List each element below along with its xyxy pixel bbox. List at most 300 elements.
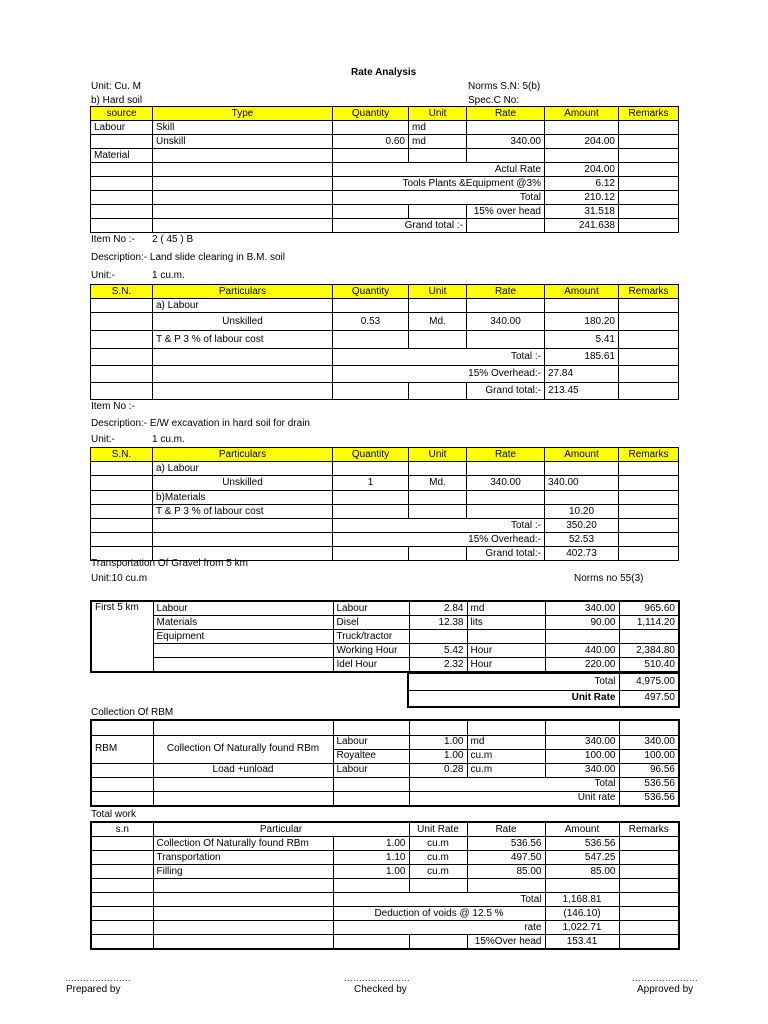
unit-value: 1 cu.m. — [152, 434, 185, 445]
table-row — [91, 935, 679, 950]
unit-label: Unit: Cu. M — [91, 81, 142, 92]
cell: cu.m — [409, 865, 467, 879]
cell — [91, 533, 153, 547]
table-row — [91, 462, 679, 476]
cell: 100.00 — [545, 749, 619, 763]
cell: 85.00 — [467, 865, 545, 879]
table-row — [91, 865, 679, 879]
unit-label: Unit:- — [91, 434, 115, 445]
summary-value: 1,022.71 — [545, 921, 619, 935]
cell — [153, 893, 333, 907]
cell: 96.56 — [619, 763, 679, 777]
header-cell: Rate — [467, 107, 545, 121]
rate-table-excavation — [90, 447, 679, 561]
page-title: Rate Analysis — [351, 67, 417, 78]
cell — [619, 383, 679, 400]
cell: 1.10 — [333, 851, 409, 865]
cell — [91, 313, 153, 331]
header-cell: Remarks — [619, 822, 679, 837]
cell — [467, 879, 545, 893]
cell — [333, 121, 409, 135]
cell — [91, 763, 153, 777]
cell: 1 — [333, 476, 409, 491]
rbm-table — [90, 719, 680, 807]
cell — [153, 777, 333, 791]
cell — [91, 907, 153, 921]
cell — [153, 921, 333, 935]
cell — [153, 163, 333, 177]
cell — [91, 205, 153, 219]
table-row — [91, 921, 679, 935]
cell: Truck/tractor — [333, 630, 409, 644]
cell — [333, 331, 409, 349]
table-row — [91, 299, 679, 313]
cell — [619, 191, 679, 205]
cell — [545, 462, 619, 476]
cell: 440.00 — [545, 644, 619, 658]
cell — [153, 658, 333, 673]
cell — [467, 630, 545, 644]
summary-label: Unit Rate — [408, 690, 619, 707]
cell — [91, 163, 153, 177]
cell — [619, 837, 679, 851]
header-cell: Particulars — [153, 448, 333, 462]
rbm-label: RBM — [91, 735, 153, 763]
table-row — [91, 476, 679, 491]
cell — [545, 491, 619, 505]
cell: b)Materials — [153, 491, 333, 505]
cell: Hour — [467, 644, 545, 658]
summary-label: 15%Over head — [467, 935, 545, 950]
cell — [153, 879, 333, 893]
cell — [467, 331, 545, 349]
header-cell: Amount — [545, 107, 619, 121]
table-row — [91, 383, 679, 400]
cell — [153, 644, 333, 658]
cell: Transportation — [153, 851, 333, 865]
summary-value: 6.12 — [545, 177, 619, 191]
summary-label: Total — [409, 777, 619, 791]
cell — [153, 383, 333, 400]
signature-line-approved: ...................... — [632, 973, 699, 983]
cell: 0.53 — [333, 313, 409, 331]
cell: Collection Of Naturally found RBm — [153, 837, 333, 851]
unit-label: Unit:- — [91, 270, 115, 281]
cell: 85.00 — [545, 865, 619, 879]
summary-label: rate — [333, 921, 545, 935]
table-row — [91, 505, 679, 519]
cell — [153, 191, 333, 205]
cell: Load +unload — [153, 763, 333, 777]
cell: md — [409, 135, 467, 149]
table-row — [91, 658, 679, 673]
summary-label: Total :- — [333, 349, 545, 366]
table-row — [91, 163, 679, 177]
cell: Labour — [91, 121, 153, 135]
cell — [467, 219, 545, 233]
cell — [91, 935, 153, 950]
table-row — [91, 630, 679, 644]
header-cell: Quantity — [333, 285, 409, 299]
summary-value: 213.45 — [545, 383, 619, 400]
cell — [333, 777, 409, 791]
cell: a) Labour — [153, 299, 333, 313]
cell — [619, 921, 679, 935]
cell: 965.60 — [619, 601, 679, 616]
hard-soil-label: b) Hard soil — [91, 95, 143, 106]
cell — [409, 299, 467, 313]
header-cell: Remarks — [619, 107, 679, 121]
cell — [619, 163, 679, 177]
table-row — [91, 837, 679, 851]
cell — [153, 533, 333, 547]
rbm-title: Collection Of RBM — [91, 707, 174, 718]
cell — [91, 519, 153, 533]
table-row — [91, 121, 679, 135]
cell — [153, 935, 333, 950]
cell — [409, 491, 467, 505]
table-row — [91, 893, 679, 907]
cell — [619, 299, 679, 313]
summary-value: 27.84 — [545, 366, 619, 383]
cell — [333, 935, 409, 950]
summary-label: Unit rate — [409, 791, 619, 806]
cell — [409, 630, 467, 644]
cell — [91, 777, 153, 791]
norms-label: Norms S.N: 5(b) — [468, 81, 541, 92]
header-cell: Particular — [153, 822, 409, 837]
cell: Unskilled — [153, 313, 333, 331]
cell: Unskilled — [153, 476, 333, 491]
cell: 90.00 — [545, 616, 619, 630]
summary-label: Actul Rate — [333, 163, 545, 177]
approved-by: Approved by — [637, 984, 694, 995]
cell: 1.00 — [409, 749, 467, 763]
summary-value: 536.56 — [619, 777, 679, 791]
cell — [467, 149, 545, 163]
table-row — [91, 533, 679, 547]
cell — [153, 205, 333, 219]
cell — [153, 349, 333, 366]
cell — [467, 462, 545, 476]
summary-label: Deduction of voids @ 12.5 % — [333, 907, 545, 921]
cell: 5.41 — [545, 331, 619, 349]
cell — [409, 462, 467, 476]
summary-value: 497.50 — [619, 690, 679, 707]
cell — [619, 907, 679, 921]
cell — [91, 476, 153, 491]
cell: Md. — [409, 476, 467, 491]
cell: 547.25 — [545, 851, 619, 865]
header-cell: Unit — [409, 448, 467, 462]
header-cell: S.N. — [91, 285, 153, 299]
table-row — [91, 644, 679, 658]
summary-value: 536.56 — [619, 791, 679, 806]
cell — [619, 935, 679, 950]
cell: 0.28 — [409, 763, 467, 777]
summary-label: Grand total:- — [467, 383, 545, 400]
cell — [409, 720, 467, 735]
cell: Materials — [153, 616, 333, 630]
cell: Royaltee — [333, 749, 409, 763]
header-cell: Rate — [467, 822, 545, 837]
cell — [545, 720, 619, 735]
cell — [619, 630, 679, 644]
summary-label: Total — [408, 673, 619, 690]
cell — [619, 177, 679, 191]
cell — [91, 921, 153, 935]
cell — [333, 791, 409, 806]
cell — [91, 720, 153, 735]
cell — [153, 149, 333, 163]
cell: 340.00 — [467, 313, 545, 331]
cell — [467, 121, 545, 135]
cell — [545, 149, 619, 163]
cell — [467, 720, 545, 735]
item-value: 2 ( 45 ) B — [152, 234, 194, 245]
signature-line-checked: ...................... — [344, 973, 411, 983]
cell — [333, 205, 409, 219]
cell: cu.m — [467, 763, 545, 777]
cell — [545, 879, 619, 893]
cell — [619, 879, 679, 893]
table-row — [91, 763, 679, 777]
table-header-row — [91, 107, 679, 121]
table-row — [408, 673, 679, 690]
cell — [619, 865, 679, 879]
cell — [619, 135, 679, 149]
cell: 536.56 — [545, 837, 619, 851]
cell: Labour — [333, 601, 409, 616]
cell: Working Hour — [333, 644, 409, 658]
header-cell: Unit — [409, 107, 467, 121]
cell: 2.84 — [409, 601, 467, 616]
cell — [619, 349, 679, 366]
header-cell: Type — [153, 107, 333, 121]
table-row — [91, 601, 679, 616]
summary-label: Total — [333, 893, 545, 907]
cell — [467, 491, 545, 505]
cell — [91, 893, 153, 907]
cell: Skill — [153, 121, 333, 135]
table-row — [91, 219, 679, 233]
cell — [91, 349, 153, 366]
header-cell: Quantity — [333, 107, 409, 121]
summary-value: 241.638 — [545, 219, 619, 233]
cell — [619, 462, 679, 476]
cell — [619, 720, 679, 735]
transport-table — [90, 600, 680, 673]
cell — [333, 149, 409, 163]
cell — [333, 547, 409, 561]
table-header-row — [91, 448, 679, 462]
cell: Labour — [333, 735, 409, 749]
cell — [91, 851, 153, 865]
header-cell: Unit Rate — [409, 822, 467, 837]
cell: 340.00 — [545, 601, 619, 616]
prepared-by: Prepared by — [66, 984, 121, 995]
cell — [545, 121, 619, 135]
table-row — [91, 777, 679, 791]
header-cell: Unit — [409, 285, 467, 299]
table-header-row — [91, 285, 679, 299]
cell: 12.38 — [409, 616, 467, 630]
cell — [153, 219, 333, 233]
summary-label: Tools Plants &Equipment @3% — [333, 177, 545, 191]
rbm-description: Collection Of Naturally found RBm — [153, 735, 333, 763]
table-row — [91, 177, 679, 191]
cell — [91, 879, 153, 893]
cell: a) Labour — [153, 462, 333, 476]
cell — [619, 476, 679, 491]
cell — [409, 383, 467, 400]
cell — [467, 505, 545, 519]
cell: 180.20 — [545, 313, 619, 331]
table-row — [91, 519, 679, 533]
cell: 5.42 — [409, 644, 467, 658]
table-row — [91, 491, 679, 505]
summary-label: Total :- — [333, 519, 545, 533]
cell — [91, 177, 153, 191]
cell — [409, 505, 467, 519]
header-cell: S.N. — [91, 448, 153, 462]
cell: cu.m — [409, 851, 467, 865]
summary-value: 204.00 — [545, 163, 619, 177]
cell — [619, 121, 679, 135]
summary-label: Grand total:- — [467, 547, 545, 561]
cell: 220.00 — [545, 658, 619, 673]
cell — [91, 491, 153, 505]
cell: Equipment — [153, 630, 333, 644]
rate-table-hard-soil — [90, 106, 679, 233]
summary-value: 210.12 — [545, 191, 619, 205]
cell: 340.00 — [545, 763, 619, 777]
cell: md — [467, 601, 545, 616]
spec-label: Spec.C No: — [468, 95, 520, 106]
summary-value: 31.518 — [545, 205, 619, 219]
table-row — [91, 907, 679, 921]
cell — [333, 879, 409, 893]
cell: 340.00 — [545, 735, 619, 749]
cell — [333, 383, 409, 400]
table-row — [91, 205, 679, 219]
header-cell: Remarks — [619, 285, 679, 299]
cell: 1,114.20 — [619, 616, 679, 630]
cell — [619, 893, 679, 907]
summary-value: 185.61 — [545, 349, 619, 366]
table-row — [91, 851, 679, 865]
cell — [91, 505, 153, 519]
cell — [153, 366, 333, 383]
cell: md — [409, 121, 467, 135]
cell — [409, 149, 467, 163]
cell: Filling — [153, 865, 333, 879]
table-row — [91, 879, 679, 893]
cell — [91, 366, 153, 383]
header-cell: Remarks — [619, 448, 679, 462]
cell — [545, 299, 619, 313]
transport-unit: Unit:10 cu.m — [91, 573, 148, 584]
header-cell: Rate — [467, 285, 545, 299]
cell — [619, 519, 679, 533]
cell: T & P 3 % of labour cost — [153, 331, 333, 349]
cell: 1.00 — [333, 865, 409, 879]
summary-value: 52.53 — [545, 533, 619, 547]
cell — [333, 462, 409, 476]
cell — [333, 720, 409, 735]
cell — [91, 331, 153, 349]
item-label: Item No :- — [91, 401, 135, 412]
cell — [409, 547, 467, 561]
cell — [91, 462, 153, 476]
total-work-title: Total work — [91, 809, 137, 820]
transport-summary — [407, 672, 680, 708]
summary-label: Grand total :- — [333, 219, 467, 233]
total-work-table — [90, 821, 680, 950]
table-row — [91, 720, 679, 735]
cell — [619, 366, 679, 383]
cell: md — [467, 735, 545, 749]
description: Description:- E/W excavation in hard soil for drain — [91, 418, 310, 429]
cell — [619, 533, 679, 547]
summary-value: 4,975.00 — [619, 673, 679, 690]
cell — [333, 491, 409, 505]
cell — [153, 519, 333, 533]
rate-table-landslide — [90, 284, 679, 400]
cell — [619, 219, 679, 233]
table-row — [91, 331, 679, 349]
cell — [91, 791, 153, 806]
cell — [333, 299, 409, 313]
cell: 2.32 — [409, 658, 467, 673]
table-row — [91, 366, 679, 383]
cell: 536.56 — [467, 837, 545, 851]
cell — [409, 331, 467, 349]
cell: T & P 3 % of labour cost — [153, 505, 333, 519]
cell — [409, 205, 467, 219]
cell: 340.00 — [467, 135, 545, 149]
cell — [619, 331, 679, 349]
unit-value: 1 cu.m. — [152, 270, 185, 281]
table-row — [91, 149, 679, 163]
cell: 100.00 — [619, 749, 679, 763]
cell: 340.00 — [619, 735, 679, 749]
cell: Unskill — [153, 135, 333, 149]
cell — [91, 383, 153, 400]
cell — [333, 505, 409, 519]
header-cell: Amount — [545, 448, 619, 462]
table-row — [91, 616, 679, 630]
cell: Idel Hour — [333, 658, 409, 673]
cell — [91, 191, 153, 205]
header-cell: s.n — [91, 822, 153, 837]
cell — [619, 205, 679, 219]
table-row — [91, 313, 679, 331]
cell — [619, 851, 679, 865]
cell: 1.00 — [409, 735, 467, 749]
cell — [91, 135, 153, 149]
cell: Md. — [409, 313, 467, 331]
summary-value: 1,168.81 — [545, 893, 619, 907]
signature-line-prepared: ...................... — [65, 973, 132, 983]
table-row — [91, 791, 679, 806]
cell: Material — [91, 149, 153, 163]
summary-label: 15% over head — [467, 205, 545, 219]
table-row — [91, 135, 679, 149]
summary-label: 15% Overhead:- — [333, 366, 545, 383]
cell: Disel — [333, 616, 409, 630]
cell: cu.m — [409, 837, 467, 851]
